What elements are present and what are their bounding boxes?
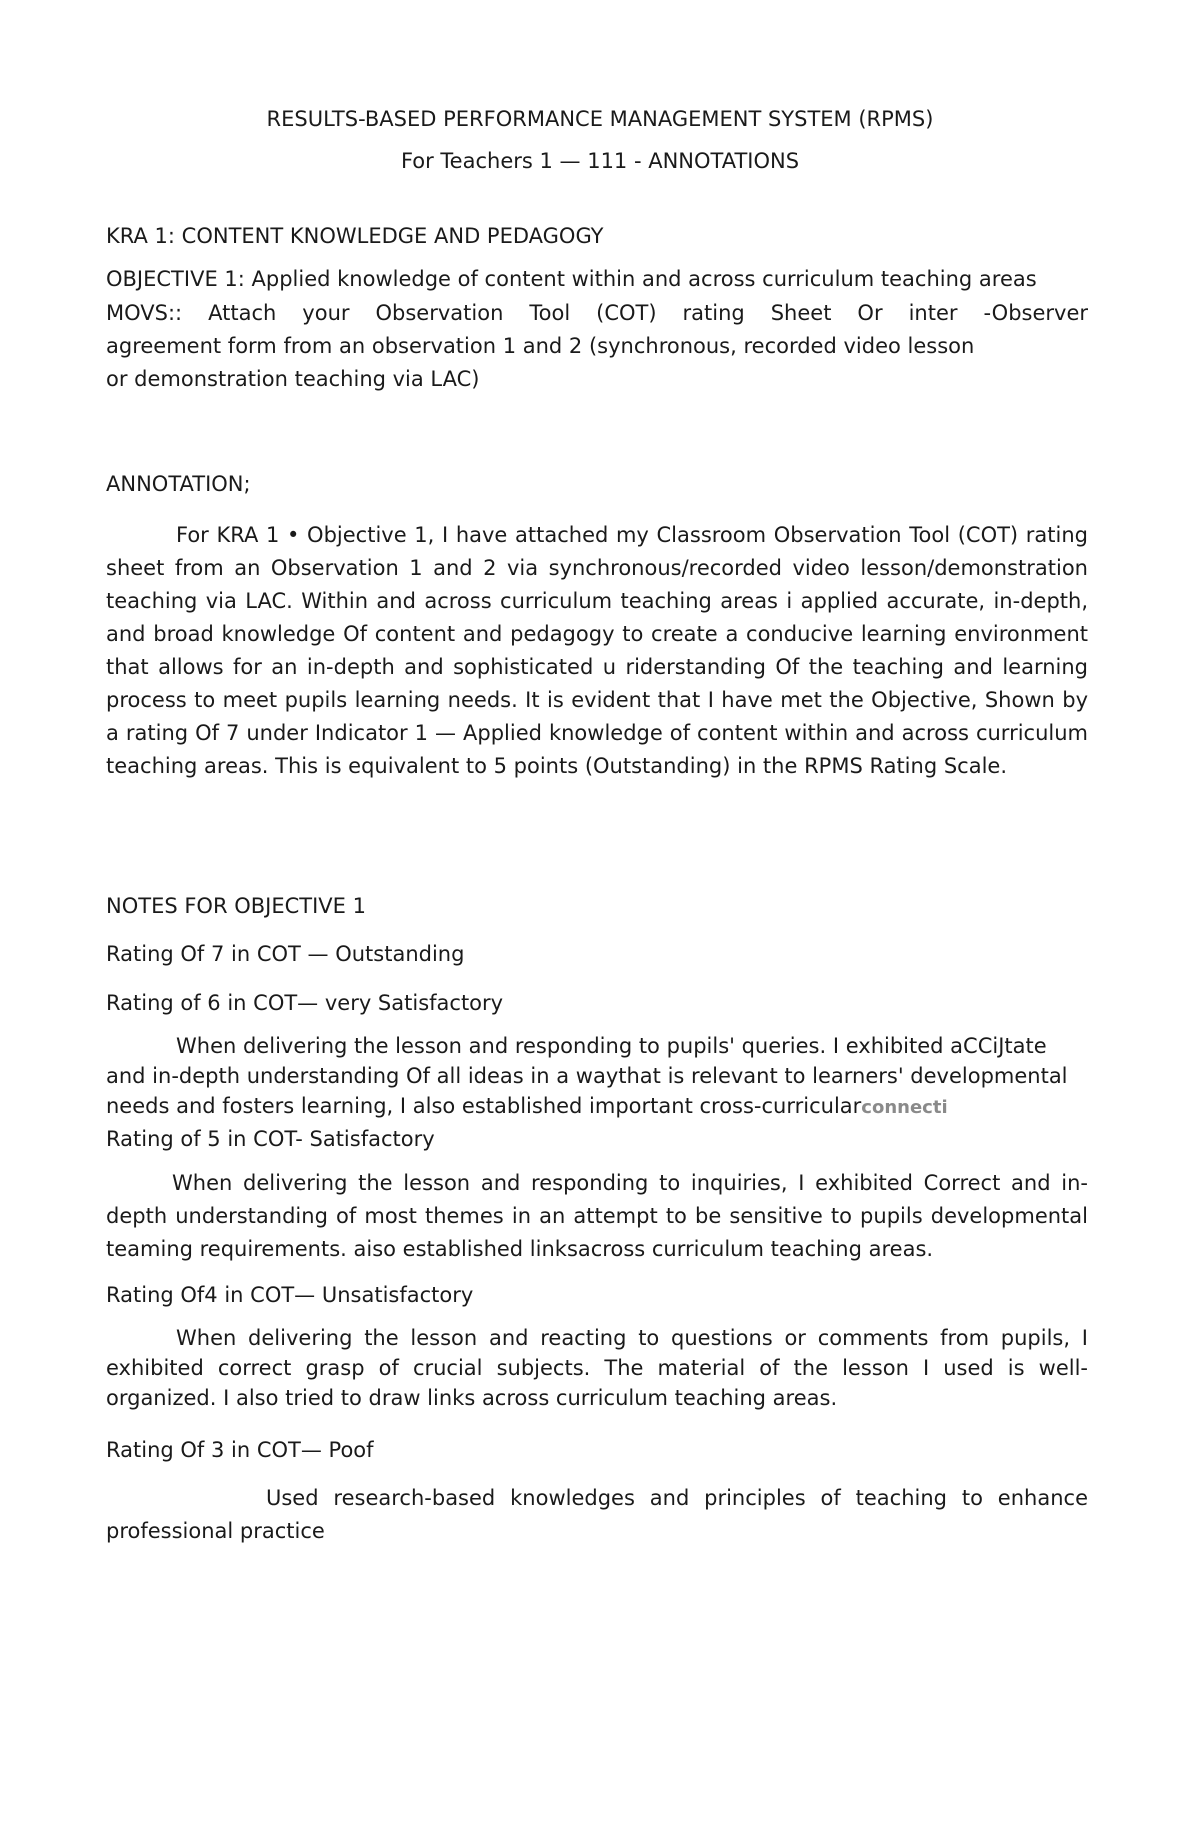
rating-6-text-line-3: [106, 1090, 948, 1124]
movs-line-1: MOVS:: Attach your Observation Tool (COT) rating Sheet Or inter -Observer: [106, 301, 1088, 325]
rating-6-text-line-2: and in-depth understanding Of all ideas in a waythat is relevant to learners' developmental: [106, 1064, 1068, 1088]
rating-4-heading: Rating Of4 in COT— Unsatisfactory: [106, 1283, 474, 1307]
rating-7-heading: Rating Of 7 in COT — Outstanding: [106, 942, 465, 966]
document-title: RESULTS-BASED PERFORMANCE MANAGEMENT SYSTEM (RPMS): [266, 107, 934, 131]
rating-6-text-line-1: When delivering the lesson and responding to pupils' queries. I exhibited aCCiJtate: [176, 1034, 1047, 1058]
movs-line-3: or demonstration teaching via LAC): [106, 367, 480, 391]
rating-6-heading: Rating of 6 in COT— very Satisfactory: [106, 991, 504, 1015]
rating-5-text: When delivering the lesson and responding to inquiries, I exhibited Correct and in-depth understanding of most themes in an attempt to be sensitive to pupils developmental teaming requirements. aiso established linksacross curriculum teaching areas.: [106, 1171, 1088, 1261]
rating-4-text: When delivering the lesson and reacting to questions or comments from pupils, I exhibited correct grasp of crucial subjects. The material of the lesson I used is well-organized. I also tried to draw links across curriculum teaching areas.: [106, 1326, 1088, 1410]
rating-3-text: Used research-based knowledges and principles of teaching to enhance professional practice: [106, 1486, 1088, 1543]
objective-line: OBJECTIVE 1: Applied knowledge of content within and across curriculum teaching areas: [106, 267, 1037, 291]
document-subtitle: For Teachers 1 — 111 - ANNOTATIONS: [400, 149, 800, 173]
rating-5-heading: Rating of 5 in COT- Satisfactory: [106, 1127, 435, 1151]
movs-line-2: agreement form from an observation 1 and 2 (synchronous, recorded video lesson: [106, 334, 975, 358]
annotation-paragraph: For KRA 1 • Objective 1, I have attached my Classroom Observation Tool (COT) rating sheet from an Observation 1 and 2 via synchronous/recorded video lesson/demonstration teaching via LAC. Within and across curriculum teaching areas i applied accurate, in-depth, and broad knowledge Of content and pedagogy to create a conducive learning environment that allows for an in-depth and sophisticated u riderstanding Of the teaching and learning process to meet pupils learning needs. It is evident that I have met the Objective, Shown by a rating Of 7 under Indicator 1 — Applied knowledge of content within and across curriculum teaching areas. This is equivalent to 5 points (Outstanding) in the RPMS Rating Scale.: [106, 523, 1088, 778]
notes-heading: NOTES FOR OBJECTIVE 1: [106, 894, 366, 918]
kra-heading: KRA 1: CONTENT KNOWLEDGE AND PEDAGOGY: [106, 224, 604, 248]
rating-6-text-line-3-main: needs and fosters learning, I also established important cross-curricular: [106, 1094, 862, 1118]
annotation-heading: ANNOTATION;: [106, 472, 251, 496]
rating-3-heading: Rating Of 3 in COT— Poof: [106, 1438, 374, 1462]
rating-6-text-cutoff: connecti: [861, 1097, 948, 1118]
